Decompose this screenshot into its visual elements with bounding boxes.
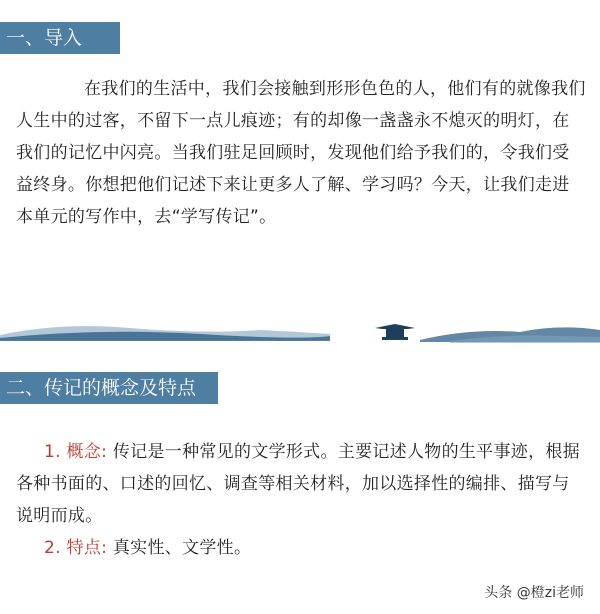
concept-item (16, 436, 586, 532)
feature-label: 2. 特点: (44, 538, 108, 558)
biography-body (16, 436, 586, 564)
intro-text: 在我们的生活中，我们会接触到形形色色的人，他们有的就像我们人生中的过客，不留下一点儿痕迹；有的却像一盏盏永不熄灭的明灯，在我们的记忆中闪亮。当我们驻足回顾时，发现他们给予我们的，令我们受益终身。你想把他们记述下来让更多人了解、学习吗？今天，让我们走进本单元的写作中，去“学写传记”。 (16, 79, 586, 227)
intro-paragraph (16, 73, 586, 233)
section-heading-biography: 二、传记的概念及特点 (0, 372, 218, 404)
concept-label: 1. 概念: (44, 442, 108, 462)
feature-text: 真实性、文学性。 (112, 538, 252, 558)
pavilion-icon (375, 324, 415, 340)
ink-landscape-divider (0, 310, 600, 350)
source-watermark: 头条 @橙zi老师 (484, 585, 584, 601)
concept-text: 传记是一种常见的文学形式。主要记述人物的生平事迹，根据各种书面的、口述的回忆、调查等相关材料，加以选择性的编排、描写与说明而成。 (16, 442, 580, 526)
section-heading-intro: 一、导入 (0, 22, 120, 54)
feature-item (16, 532, 586, 564)
